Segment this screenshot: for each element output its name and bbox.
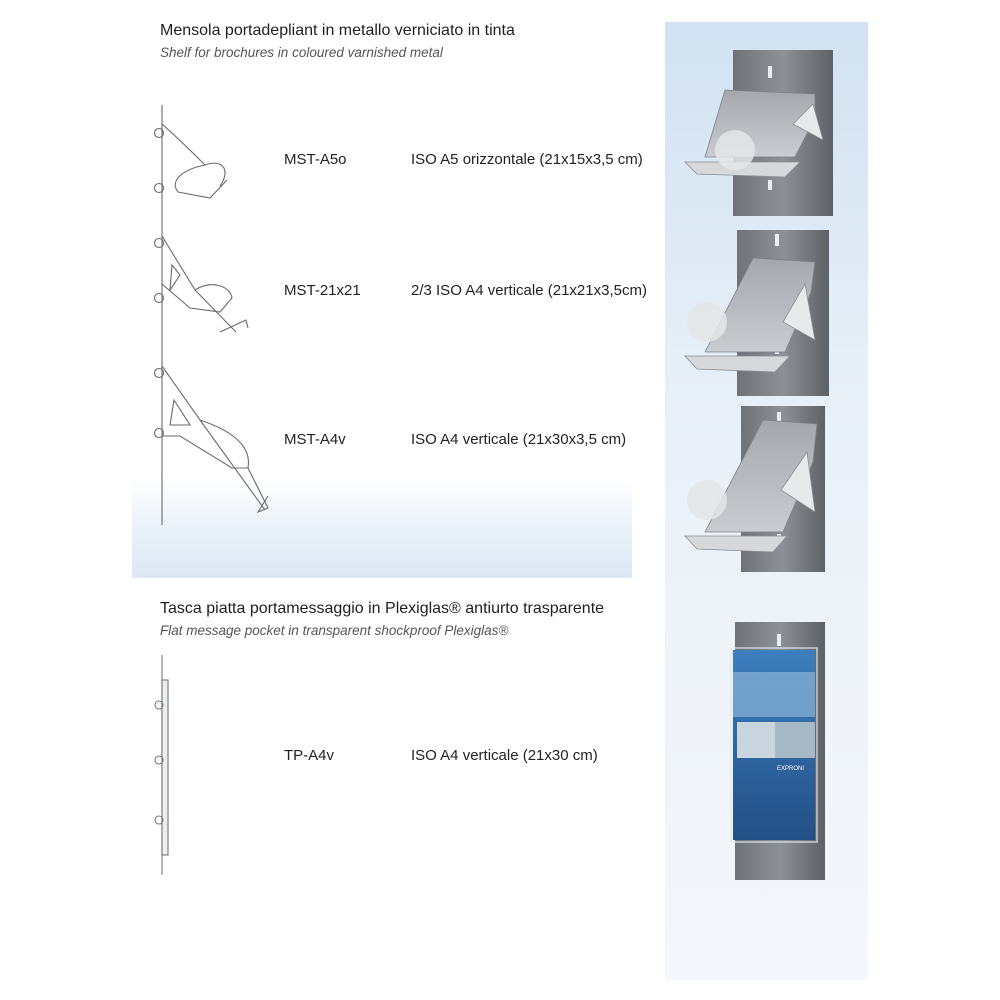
section2-title: Tasca piatta portamessaggio in Plexiglas® antiurto trasparente	[160, 600, 605, 617]
brochure-logo: EXPRONI	[777, 766, 805, 772]
product-code-mst-a4v: MST-A4v	[284, 431, 346, 448]
pocket-photo-tp-a4v	[731, 648, 817, 842]
product-desc-mst-a5o: ISO A5 orizzontale (21x15x3,5 cm)	[411, 151, 643, 168]
product-code-tp-a4v: TP-A4v	[284, 747, 335, 764]
section2-subtitle: Flat message pocket in transparent shockproof Plexiglas®	[160, 623, 509, 638]
section1-title: Mensola portadepliant in metallo verniciato in tinta	[160, 22, 515, 39]
product-desc-tp-a4v: ISO A4 verticale (21x30 cm)	[411, 747, 598, 764]
product-code-mst-a5o: MST-A5o	[284, 151, 347, 168]
shelf-drawing-a5o	[155, 124, 228, 198]
shelf-drawing-21x21	[155, 236, 249, 332]
product-photos	[665, 22, 868, 980]
shelf-line-drawings	[140, 100, 280, 530]
product-desc-mst-21x21: 2/3 ISO A4 verticale (21x21x3,5cm)	[411, 282, 647, 299]
section1-subtitle: Shelf for brochures in coloured varnished metal	[160, 45, 443, 60]
product-code-mst-21x21: MST-21x21	[284, 282, 361, 299]
pocket-line-drawing	[145, 650, 185, 880]
product-desc-mst-a4v: ISO A4 verticale (21x30x3,5 cm)	[411, 431, 627, 448]
shelf-drawing-a4v	[155, 366, 269, 512]
